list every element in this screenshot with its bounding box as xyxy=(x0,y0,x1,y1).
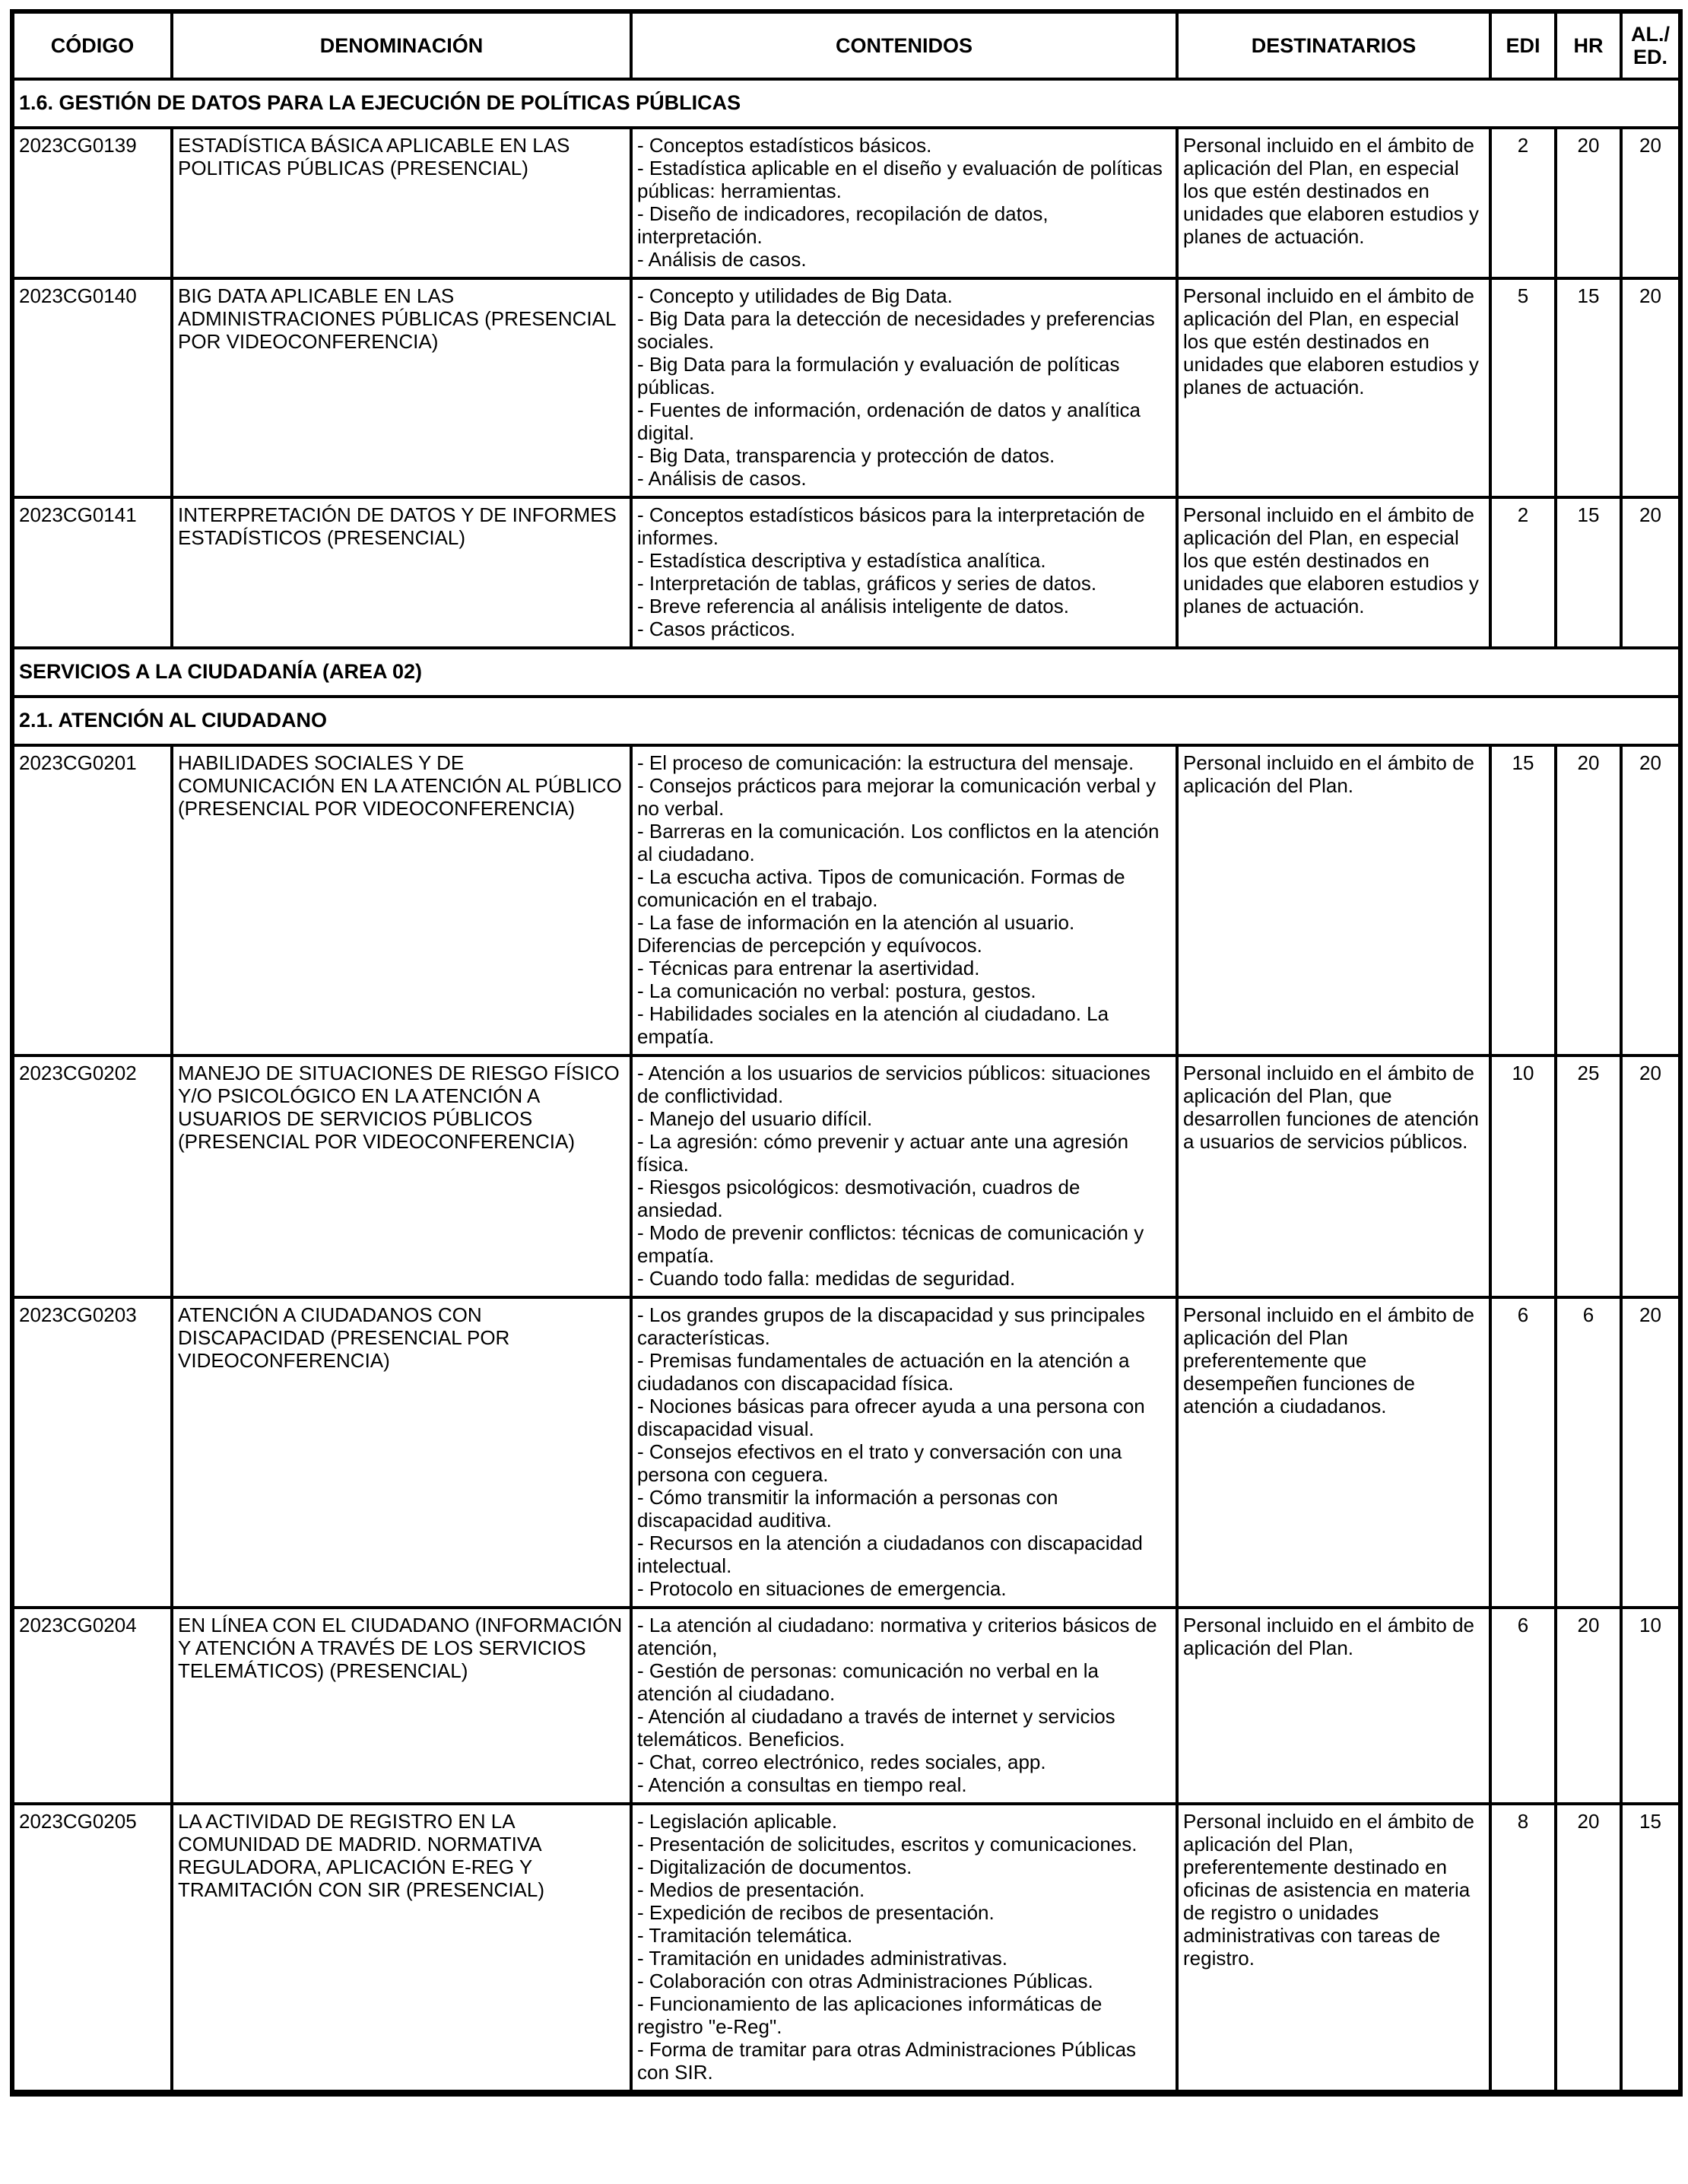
course-title: INTERPRETACIÓN DE DATOS Y DE INFORMES ESTADÍSTICOS (PRESENCIAL) xyxy=(172,497,631,648)
content-bullet: - Tramitación en unidades administrativas. xyxy=(637,1947,1008,1970)
course-code: 2023CG0202 xyxy=(12,1055,172,1297)
content-bullet: - Medios de presentación. xyxy=(637,1878,865,1901)
content-bullet: - Breve referencia al análisis inteligente de datos. xyxy=(637,595,1069,617)
content-bullet: - Estadística aplicable en el diseño y evaluación de políticas públicas: herramientas. xyxy=(637,157,1163,202)
course-recipients: Personal incluido en el ámbito de aplicación del Plan. xyxy=(1177,1608,1490,1804)
content-bullet: - La agresión: cómo prevenir y actuar ante una agresión física. xyxy=(637,1130,1129,1176)
course-contents xyxy=(631,128,1177,278)
course-edi-value: 2 xyxy=(1490,128,1556,278)
course-edi-value: 2 xyxy=(1490,497,1556,648)
content-bullet: - Forma de tramitar para otras Administraciones Públicas con SIR. xyxy=(637,2038,1137,2084)
content-bullet: - Análisis de casos. xyxy=(637,248,807,271)
course-code: 2023CG0140 xyxy=(12,278,172,497)
col-header-destinatarios: DESTINATARIOS xyxy=(1177,11,1490,79)
course-title: ATENCIÓN A CIUDADANOS CON DISCAPACIDAD (PRESENCIAL POR VIDEOCONFERENCIA) xyxy=(172,1297,631,1608)
course-recipients: Personal incluido en el ámbito de aplicación del Plan, en especial los que estén destinados en unidades que elaboren estudios y planes de actuación. xyxy=(1177,497,1490,648)
course-al-ed-value: 20 xyxy=(1621,497,1680,648)
content-bullet: - Modo de prevenir conflictos: técnicas de comunicación y empatía. xyxy=(637,1221,1144,1267)
course-recipients: Personal incluido en el ámbito de aplicación del Plan preferentemente que desempeñen funciones de atención a ciudadanos. xyxy=(1177,1297,1490,1608)
course-recipients: Personal incluido en el ámbito de aplicación del Plan, en especial los que estén destinados en unidades que elaboren estudios y planes de actuación. xyxy=(1177,278,1490,497)
content-bullet: - Big Data para la formulación y evaluación de políticas públicas. xyxy=(637,353,1120,398)
content-bullet: - Riesgos psicológicos: desmotivación, cuadros de ansiedad. xyxy=(637,1176,1080,1221)
course-al-ed-value: 10 xyxy=(1621,1608,1680,1804)
content-bullet: - Conceptos estadísticos básicos para la interpretación de informes. xyxy=(637,503,1145,549)
content-bullet: - Atención a consultas en tiempo real. xyxy=(637,1773,967,1796)
content-bullet: - Cuando todo falla: medidas de seguridad. xyxy=(637,1267,1016,1290)
content-bullet: - Concepto y utilidades de Big Data. xyxy=(637,284,953,307)
course-edi-value: 8 xyxy=(1490,1804,1556,2094)
content-bullet: - Expedición de recibos de presentación. xyxy=(637,1901,995,1924)
content-bullet: - La atención al ciudadano: normativa y criterios básicos de atención, xyxy=(637,1614,1157,1659)
content-bullet: - Análisis de casos. xyxy=(637,467,807,490)
section-row xyxy=(12,697,1680,745)
course-recipients: Personal incluido en el ámbito de aplicación del Plan. xyxy=(1177,745,1490,1055)
content-bullet: - Colaboración con otras Administraciones Públicas. xyxy=(637,1970,1093,1992)
content-bullet: - Chat, correo electrónico, redes sociales, app. xyxy=(637,1751,1046,1773)
course-code: 2023CG0141 xyxy=(12,497,172,648)
content-bullet: - Conceptos estadísticos básicos. xyxy=(637,134,932,157)
col-header-denominacion: DENOMINACIÓN xyxy=(172,11,631,79)
content-bullet: - Fuentes de información, ordenación de datos y analítica digital. xyxy=(637,398,1141,444)
content-bullet: - El proceso de comunicación: la estructura del mensaje. xyxy=(637,751,1134,774)
content-bullet: - Big Data para la detección de necesidades y preferencias sociales. xyxy=(637,307,1155,353)
course-al-ed-value: 15 xyxy=(1621,1804,1680,2094)
content-bullet: - Premisas fundamentales de actuación en la atención a ciudadanos con discapacidad física. xyxy=(637,1349,1130,1395)
content-bullet: - Recursos en la atención a ciudadanos con discapacidad intelectual. xyxy=(637,1532,1143,1577)
content-bullet: - Digitalización de documentos. xyxy=(637,1855,912,1878)
course-hr-value: 20 xyxy=(1556,1804,1621,2094)
content-bullet: - Casos prácticos. xyxy=(637,617,796,640)
course-contents xyxy=(631,1055,1177,1297)
course-row xyxy=(12,128,1680,278)
course-contents xyxy=(631,497,1177,648)
content-bullet: - Los grandes grupos de la discapacidad y sus principales características. xyxy=(637,1303,1145,1349)
course-contents xyxy=(631,1297,1177,1608)
content-bullet: - Barreras en la comunicación. Los conflictos en la atención al ciudadano. xyxy=(637,820,1160,865)
content-bullet: - La escucha activa. Tipos de comunicación. Formas de comunicación en el trabajo. xyxy=(637,865,1125,911)
col-header-codigo: CÓDIGO xyxy=(12,11,172,79)
content-bullet: - Cómo transmitir la información a personas con discapacidad auditiva. xyxy=(637,1486,1058,1532)
course-edi-value: 6 xyxy=(1490,1297,1556,1608)
course-row xyxy=(12,1804,1680,2094)
course-title: LA ACTIVIDAD DE REGISTRO EN LA COMUNIDAD DE MADRID. NORMATIVA REGULADORA, APLICACIÓN E-REG Y TRAMITACIÓN CON SIR (PRESENCIAL) xyxy=(172,1804,631,2094)
course-title: MANEJO DE SITUACIONES DE RIESGO FÍSICO Y/O PSICOLÓGICO EN LA ATENCIÓN A USUARIOS DE SERVICIOS PÚBLICOS (PRESENCIAL POR VIDEOCONFERENCIA) xyxy=(172,1055,631,1297)
course-hr-value: 15 xyxy=(1556,497,1621,648)
course-title: BIG DATA APLICABLE EN LAS ADMINISTRACIONES PÚBLICAS (PRESENCIAL POR VIDEOCONFERENCIA) xyxy=(172,278,631,497)
col-header-contenidos: CONTENIDOS xyxy=(631,11,1177,79)
course-hr-value: 20 xyxy=(1556,745,1621,1055)
section-label: 2.1. ATENCIÓN AL CIUDADANO xyxy=(12,697,1680,745)
content-bullet: - La comunicación no verbal: postura, gestos. xyxy=(637,979,1036,1002)
course-recipients: Personal incluido en el ámbito de aplicación del Plan, que desarrollen funciones de atención a usuarios de servicios públicos. xyxy=(1177,1055,1490,1297)
table-header xyxy=(12,11,1680,79)
course-contents xyxy=(631,278,1177,497)
content-bullet: - Habilidades sociales en la atención al ciudadano. La empatía. xyxy=(637,1002,1109,1048)
course-code: 2023CG0201 xyxy=(12,745,172,1055)
course-contents xyxy=(631,1608,1177,1804)
course-al-ed-value: 20 xyxy=(1621,745,1680,1055)
content-bullet: - Big Data, transparencia y protección de datos. xyxy=(637,444,1055,467)
section-row xyxy=(12,79,1680,128)
course-code: 2023CG0203 xyxy=(12,1297,172,1608)
course-al-ed-value: 20 xyxy=(1621,278,1680,497)
course-row xyxy=(12,1297,1680,1608)
content-bullet: - Gestión de personas: comunicación no verbal en la atención al ciudadano. xyxy=(637,1659,1099,1705)
content-bullet: - Atención al ciudadano a través de internet y servicios telemáticos. Beneficios. xyxy=(637,1705,1115,1751)
content-bullet: - La fase de información en la atención al usuario. Diferencias de percepción y equívocos. xyxy=(637,911,1075,957)
course-edi-value: 6 xyxy=(1490,1608,1556,1804)
content-bullet: - Funcionamiento de las aplicaciones informáticas de registro "e-Reg". xyxy=(637,1992,1103,2038)
course-row xyxy=(12,1055,1680,1297)
content-bullet: - Estadística descriptiva y estadística analítica. xyxy=(637,549,1046,572)
header-row xyxy=(12,11,1680,79)
course-code: 2023CG0205 xyxy=(12,1804,172,2094)
section-label: 1.6. GESTIÓN DE DATOS PARA LA EJECUCIÓN DE POLÍTICAS PÚBLICAS xyxy=(12,79,1680,128)
content-bullet: - Diseño de indicadores, recopilación de datos, interpretación. xyxy=(637,202,1049,248)
course-al-ed-value: 20 xyxy=(1621,1055,1680,1297)
content-bullet: - Interpretación de tablas, gráficos y series de datos. xyxy=(637,572,1097,595)
content-bullet: - Consejos prácticos para mejorar la comunicación verbal y no verbal. xyxy=(637,774,1157,820)
content-bullet: - Legislación aplicable. xyxy=(637,1810,838,1833)
content-bullet: - Nociones básicas para ofrecer ayuda a una persona con discapacidad visual. xyxy=(637,1395,1145,1440)
course-al-ed-value: 20 xyxy=(1621,1297,1680,1608)
col-header-edi: EDI xyxy=(1490,11,1556,79)
course-edi-value: 10 xyxy=(1490,1055,1556,1297)
course-code: 2023CG0204 xyxy=(12,1608,172,1804)
course-row xyxy=(12,497,1680,648)
content-bullet: - Técnicas para entrenar la asertividad. xyxy=(637,957,980,979)
content-bullet: - Manejo del usuario difícil. xyxy=(637,1107,873,1130)
course-row xyxy=(12,1608,1680,1804)
course-contents xyxy=(631,745,1177,1055)
course-title: ESTADÍSTICA BÁSICA APLICABLE EN LAS POLITICAS PÚBLICAS (PRESENCIAL) xyxy=(172,128,631,278)
content-bullet: - Atención a los usuarios de servicios públicos: situaciones de conflictividad. xyxy=(637,1062,1150,1107)
col-header-al-ed: AL./ ED. xyxy=(1621,11,1680,79)
course-row xyxy=(12,278,1680,497)
course-edi-value: 5 xyxy=(1490,278,1556,497)
course-hr-value: 20 xyxy=(1556,1608,1621,1804)
course-hr-value: 15 xyxy=(1556,278,1621,497)
content-bullet: - Protocolo en situaciones de emergencia. xyxy=(637,1577,1007,1600)
section-row xyxy=(12,648,1680,697)
course-recipients: Personal incluido en el ámbito de aplicación del Plan, preferentemente destinado en oficinas de asistencia en materia de registro o unidades administrativas con tareas de registro. xyxy=(1177,1804,1490,2094)
content-bullet: - Tramitación telemática. xyxy=(637,1924,853,1947)
course-al-ed-value: 20 xyxy=(1621,128,1680,278)
content-bullet: - Consejos efectivos en el trato y conversación con una persona con ceguera. xyxy=(637,1440,1122,1486)
course-recipients: Personal incluido en el ámbito de aplicación del Plan, en especial los que estén destinados en unidades que elaboren estudios y planes de actuación. xyxy=(1177,128,1490,278)
course-hr-value: 25 xyxy=(1556,1055,1621,1297)
section-label: SERVICIOS A LA CIUDADANÍA (AREA 02) xyxy=(12,648,1680,697)
course-hr-value: 6 xyxy=(1556,1297,1621,1608)
course-row xyxy=(12,745,1680,1055)
table-body xyxy=(12,79,1680,2094)
course-edi-value: 15 xyxy=(1490,745,1556,1055)
course-title: EN LÍNEA CON EL CIUDADANO (INFORMACIÓN Y ATENCIÓN A TRAVÉS DE LOS SERVICIOS TELEMÁTICOS) (PRESENCIAL) xyxy=(172,1608,631,1804)
training-plan-table xyxy=(10,9,1683,2097)
course-title: HABILIDADES SOCIALES Y DE COMUNICACIÓN EN LA ATENCIÓN AL PÚBLICO (PRESENCIAL POR VIDEOCONFERENCIA) xyxy=(172,745,631,1055)
course-contents xyxy=(631,1804,1177,2094)
col-header-hr: HR xyxy=(1556,11,1621,79)
course-hr-value: 20 xyxy=(1556,128,1621,278)
course-code: 2023CG0139 xyxy=(12,128,172,278)
content-bullet: - Presentación de solicitudes, escritos y comunicaciones. xyxy=(637,1833,1137,1855)
